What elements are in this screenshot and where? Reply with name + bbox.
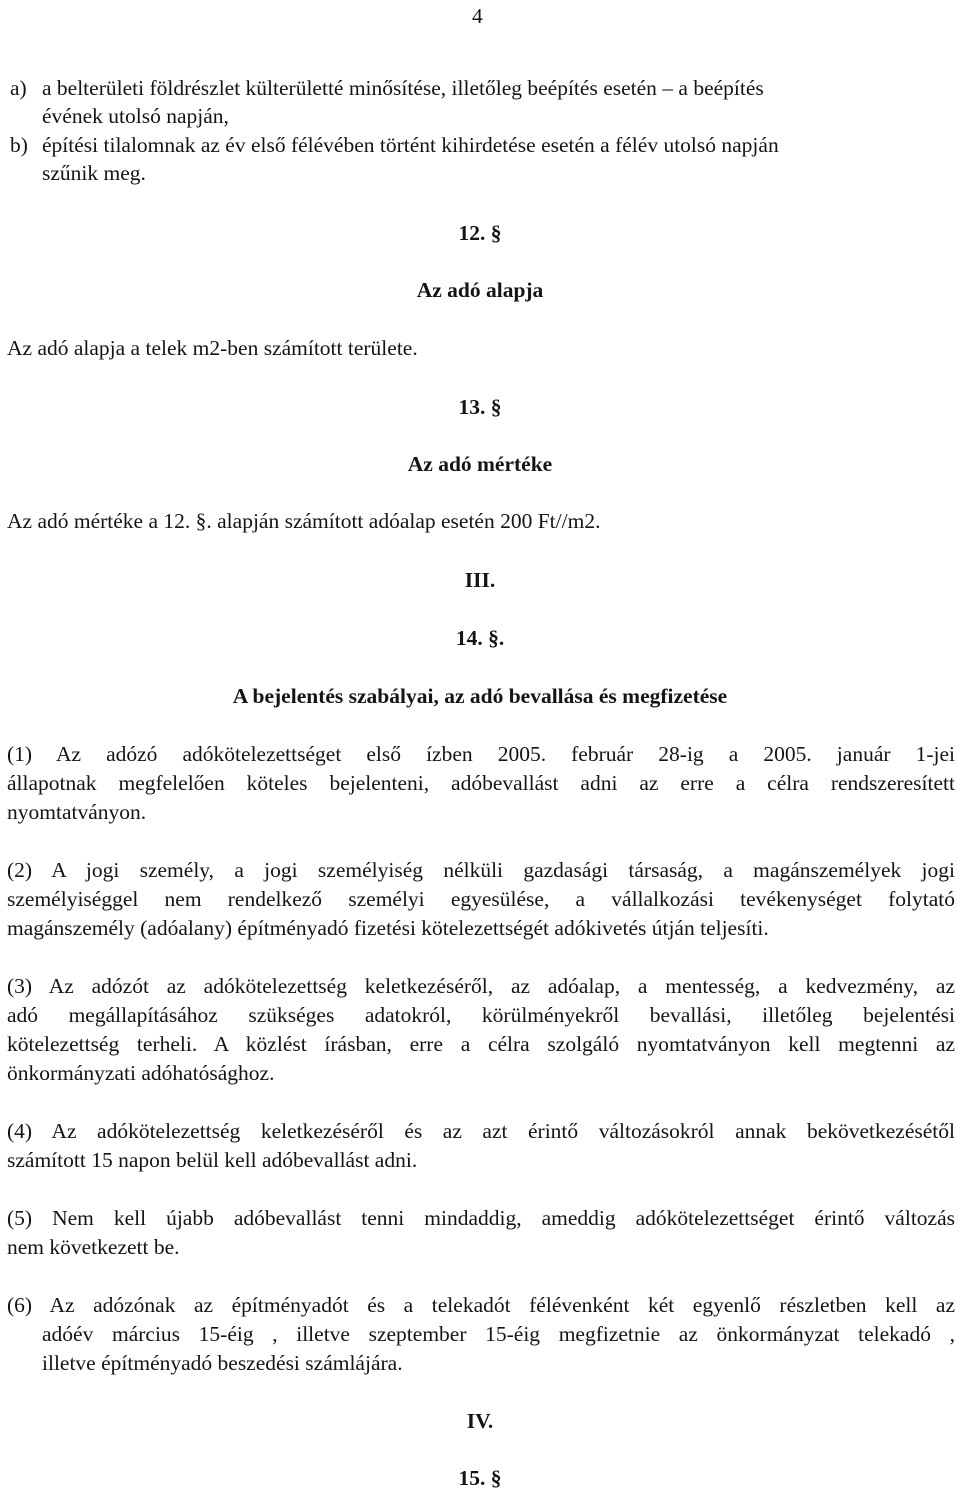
section-12-number: 12. § (458, 221, 502, 245)
page-number: 4 (472, 4, 483, 28)
paragraph-5-line-1: (5) Nem kell újabb adóbevallást tenni mindaddig, ameddig adókötelezettséget érintő változás (7, 1206, 955, 1230)
paragraph-6-line-1: (6) Az adózónak az építményadót és a telekadót félévenként két egyenlő részletben kell az (7, 1293, 955, 1317)
section-15-number: 15. § (458, 1466, 502, 1490)
section-13-title: Az adó mértéke (407, 452, 553, 476)
paragraph-4 (7, 1117, 955, 1175)
list-item-label-a: a) (10, 76, 27, 100)
list-item-a-line-2: évének utolsó napján, (42, 104, 229, 128)
paragraph-4-line-1: (4) Az adókötelezettség keletkezéséről és az azt érintő változásokról annak bekövetkezésétől (7, 1119, 955, 1143)
paragraph-3-line-3: kötelezettség terheli. A közlést írásban, erre a célra szolgáló nyomtatványon kell megtenni az (7, 1032, 955, 1056)
section-13-body: Az adó mértéke a 12. §. alapján számított adóalap esetén 200 Ft//m2. (7, 509, 601, 533)
section-14-title: A bejelentés szabályai, az adó bevallása és megfizetése (232, 684, 728, 708)
section-12-title: Az adó alapja (416, 278, 544, 302)
paragraph-3-line-4: önkormányzati adóhatósághoz. (7, 1061, 275, 1085)
paragraph-2-line-3: magánszemély (adóalany) építményadó fizetési kötelezettségét adókivetés útján teljesíti. (7, 916, 769, 940)
paragraph-2-line-1: (2) A jogi személy, a jogi személyiség nélküli gazdasági társaság, a magánszemélyek jogi (7, 858, 955, 882)
section-13-number: 13. § (458, 395, 502, 419)
section-14-number: 14. §. (455, 626, 505, 650)
paragraph-4-line-2: számított 15 napon belül kell adóbevallást adni. (7, 1148, 418, 1172)
list-item-a-line-1: a belterületi földrészlet külterületté minősítése, illetőleg beépítés esetén – a beépítés (42, 76, 764, 100)
section-12-body: Az adó alapja a telek m2-ben számított területe. (7, 336, 418, 360)
paragraph-1 (7, 740, 955, 827)
paragraph-2 (7, 856, 955, 943)
paragraph-1-line-1: (1) Az adózó adókötelezettséget első ízben 2005. február 28-ig a 2005. január 1-jei (7, 742, 955, 766)
paragraph-3-line-2: adó megállapításához szükséges adatokról, körülményekről bevallási, illetőleg bejelentési (7, 1003, 955, 1027)
paragraph-3 (7, 972, 955, 1088)
paragraph-1-line-2: állapotnak megfelelően köteles bejelenteni, adóbevallást adni az erre a célra rendszeresített (7, 771, 955, 795)
list-item-b-line-2: szűnik meg. (42, 161, 146, 185)
paragraph-3-line-1: (3) Az adózót az adókötelezettség keletkezéséről, az adóalap, a mentesség, a kedvezmény, az (7, 974, 955, 998)
list-item-label-b: b) (10, 133, 28, 157)
chapter-3-number: III. (464, 568, 496, 592)
paragraph-6-line-3: illetve építményadó beszedési számlájára. (42, 1351, 403, 1375)
paragraph-6-line-2: adóév március 15-éig , illetve szeptember 15-éig megfizetnie az önkormányzat telekadó , (42, 1322, 955, 1346)
paragraph-5-line-2: nem következett be. (7, 1235, 180, 1259)
paragraph-6 (7, 1291, 955, 1378)
paragraph-1-line-3: nyomtatványon. (7, 800, 147, 824)
list-item-b-line-1: építési tilalomnak az év első félévében történt kihirdetése esetén a félév utolsó napján (42, 133, 779, 157)
paragraph-5 (7, 1204, 955, 1262)
paragraph-2-line-2: személyiséggel nem rendelkező személyi egyesülése, a vállalkozási tevékenységet folytató (7, 887, 955, 911)
chapter-4-number: IV. (466, 1409, 494, 1433)
